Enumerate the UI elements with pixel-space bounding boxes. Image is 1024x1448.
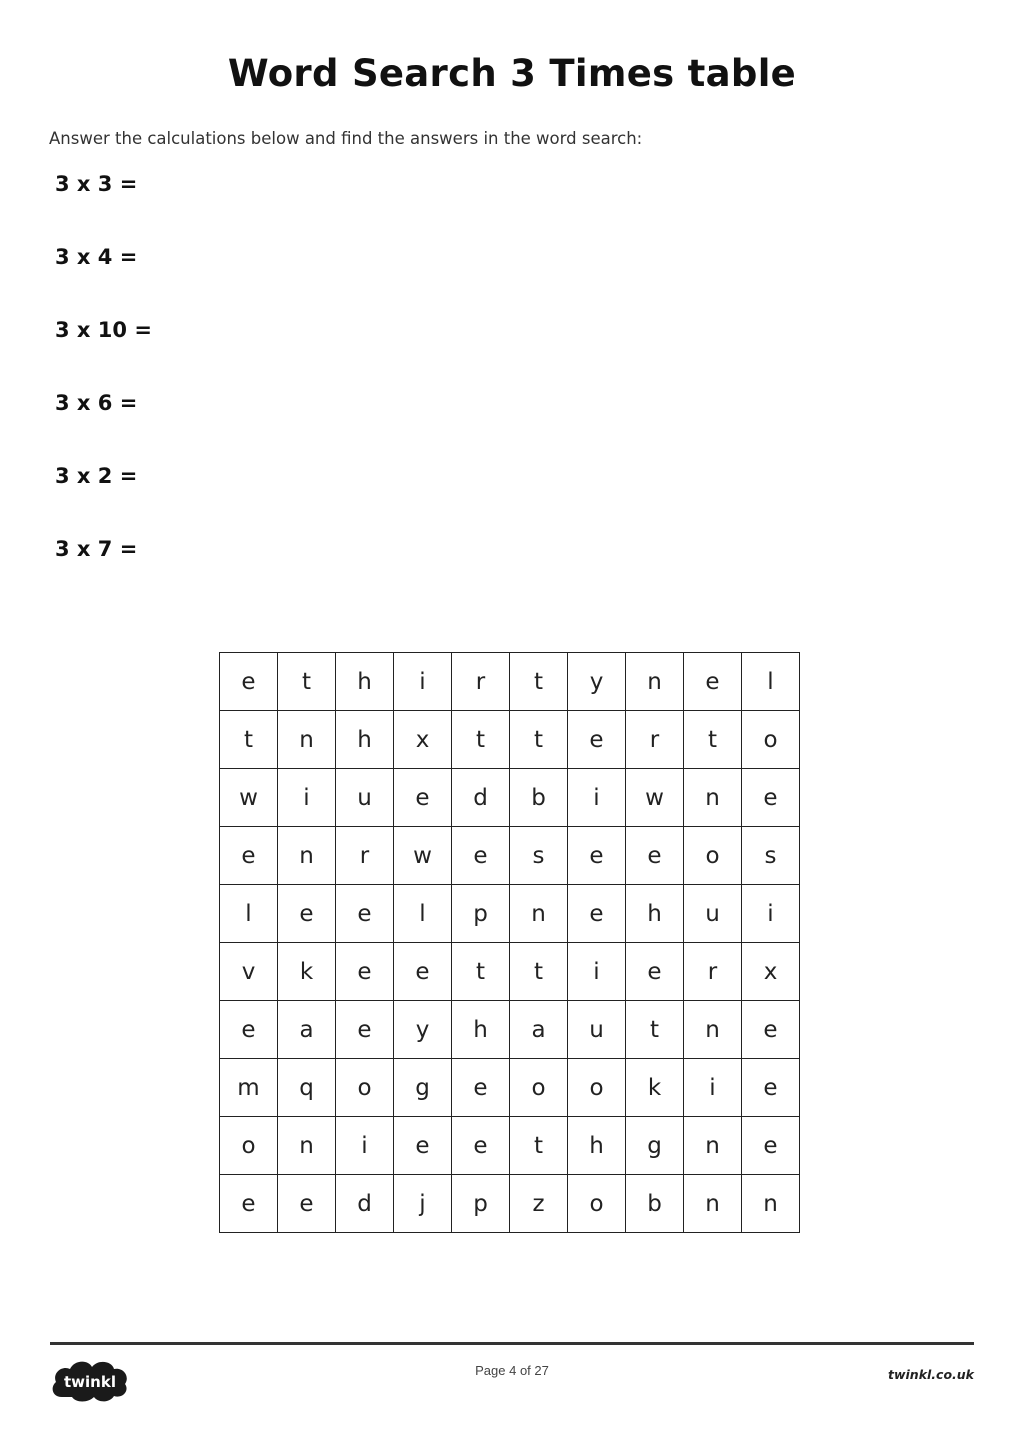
grid-cell: o: [510, 1059, 568, 1117]
grid-cell: j: [394, 1175, 452, 1233]
grid-cell: i: [278, 769, 336, 827]
grid-cell: i: [684, 1059, 742, 1117]
grid-cell: o: [684, 827, 742, 885]
grid-cell: e: [568, 711, 626, 769]
grid-cell: n: [684, 1001, 742, 1059]
grid-cell: e: [452, 1059, 510, 1117]
grid-cell: h: [568, 1117, 626, 1175]
grid-cell: r: [336, 827, 394, 885]
grid-cell: n: [684, 769, 742, 827]
grid-cell: e: [220, 827, 278, 885]
calculation-item: 3 x 10 =: [55, 318, 152, 342]
grid-cell: p: [452, 885, 510, 943]
grid-cell: n: [684, 1117, 742, 1175]
grid-cell: m: [220, 1059, 278, 1117]
grid-cell: t: [684, 711, 742, 769]
grid-cell: l: [220, 885, 278, 943]
grid-cell: t: [510, 653, 568, 711]
grid-cell: e: [394, 1117, 452, 1175]
grid-cell: t: [510, 943, 568, 1001]
grid-row: [220, 1117, 800, 1175]
grid-cell: t: [510, 1117, 568, 1175]
grid-cell: l: [742, 653, 800, 711]
svg-text:twinkl: twinkl: [64, 1373, 116, 1391]
page-title: Word Search 3 Times table: [227, 52, 797, 95]
grid-cell: g: [394, 1059, 452, 1117]
grid-cell: l: [394, 885, 452, 943]
grid-cell: e: [742, 1117, 800, 1175]
grid-cell: e: [742, 769, 800, 827]
grid-cell: n: [684, 1175, 742, 1233]
grid-cell: i: [742, 885, 800, 943]
grid-cell: e: [220, 653, 278, 711]
grid-cell: r: [684, 943, 742, 1001]
grid-cell: o: [568, 1059, 626, 1117]
grid-cell: e: [742, 1059, 800, 1117]
calculation-item: 3 x 2 =: [55, 464, 138, 488]
calculation-item: 3 x 4 =: [55, 245, 138, 269]
grid-row: [220, 653, 800, 711]
grid-cell: u: [336, 769, 394, 827]
grid-cell: t: [452, 711, 510, 769]
grid-cell: n: [510, 885, 568, 943]
word-search-grid: [219, 652, 800, 1233]
grid-cell: e: [394, 943, 452, 1001]
grid-cell: r: [452, 653, 510, 711]
site-url: twinkl.co.uk: [887, 1367, 974, 1382]
grid-cell: z: [510, 1175, 568, 1233]
grid-cell: e: [626, 827, 684, 885]
grid-cell: e: [336, 943, 394, 1001]
grid-cell: e: [220, 1001, 278, 1059]
calculation-item: 3 x 6 =: [55, 391, 138, 415]
grid-cell: s: [742, 827, 800, 885]
grid-cell: e: [742, 1001, 800, 1059]
grid-cell: b: [510, 769, 568, 827]
grid-cell: e: [452, 1117, 510, 1175]
grid-cell: e: [220, 1175, 278, 1233]
grid-cell: s: [510, 827, 568, 885]
grid-cell: o: [568, 1175, 626, 1233]
grid-cell: t: [626, 1001, 684, 1059]
grid-cell: k: [278, 943, 336, 1001]
grid-cell: w: [220, 769, 278, 827]
grid-cell: e: [336, 1001, 394, 1059]
grid-cell: t: [452, 943, 510, 1001]
grid-cell: e: [626, 943, 684, 1001]
grid-cell: e: [684, 653, 742, 711]
grid-cell: t: [220, 711, 278, 769]
grid-cell: n: [278, 1117, 336, 1175]
grid-cell: k: [626, 1059, 684, 1117]
calculation-list: [55, 172, 152, 610]
grid-cell: q: [278, 1059, 336, 1117]
grid-cell: y: [568, 653, 626, 711]
grid-cell: e: [568, 827, 626, 885]
grid-cell: e: [568, 885, 626, 943]
footer-divider: [50, 1342, 974, 1345]
grid-cell: t: [278, 653, 336, 711]
grid-cell: n: [626, 653, 684, 711]
grid-row: [220, 711, 800, 769]
grid-cell: n: [278, 711, 336, 769]
grid-cell: v: [220, 943, 278, 1001]
grid-cell: b: [626, 1175, 684, 1233]
grid-cell: a: [278, 1001, 336, 1059]
grid-cell: o: [742, 711, 800, 769]
grid-cell: e: [452, 827, 510, 885]
grid-cell: p: [452, 1175, 510, 1233]
grid-row: [220, 943, 800, 1001]
grid-row: [220, 885, 800, 943]
grid-cell: h: [336, 711, 394, 769]
grid-row: [220, 1059, 800, 1117]
grid-cell: o: [220, 1117, 278, 1175]
calculation-item: 3 x 3 =: [55, 172, 138, 196]
grid-cell: h: [452, 1001, 510, 1059]
grid-cell: h: [626, 885, 684, 943]
grid-cell: x: [742, 943, 800, 1001]
grid-cell: i: [568, 769, 626, 827]
grid-cell: o: [336, 1059, 394, 1117]
grid-cell: t: [510, 711, 568, 769]
grid-cell: e: [394, 769, 452, 827]
grid-cell: u: [568, 1001, 626, 1059]
grid-row: [220, 827, 800, 885]
grid-cell: i: [568, 943, 626, 1001]
grid-cell: u: [684, 885, 742, 943]
grid-cell: e: [336, 885, 394, 943]
grid-row: [220, 1001, 800, 1059]
page-number: Page 4 of 27: [475, 1363, 549, 1378]
grid-cell: n: [742, 1175, 800, 1233]
grid-cell: e: [278, 1175, 336, 1233]
grid-cell: i: [336, 1117, 394, 1175]
grid-cell: y: [394, 1001, 452, 1059]
grid-cell: n: [278, 827, 336, 885]
calculation-item: 3 x 7 =: [55, 537, 138, 561]
grid-cell: h: [336, 653, 394, 711]
grid-row: [220, 1175, 800, 1233]
grid-cell: e: [278, 885, 336, 943]
grid-row: [220, 769, 800, 827]
grid-cell: a: [510, 1001, 568, 1059]
grid-cell: g: [626, 1117, 684, 1175]
grid-cell: w: [626, 769, 684, 827]
instructions-text: Answer the calculations below and find the answers in the word search:: [49, 129, 643, 148]
grid-cell: x: [394, 711, 452, 769]
grid-cell: d: [452, 769, 510, 827]
grid-cell: d: [336, 1175, 394, 1233]
grid-cell: i: [394, 653, 452, 711]
grid-cell: r: [626, 711, 684, 769]
grid-cell: w: [394, 827, 452, 885]
